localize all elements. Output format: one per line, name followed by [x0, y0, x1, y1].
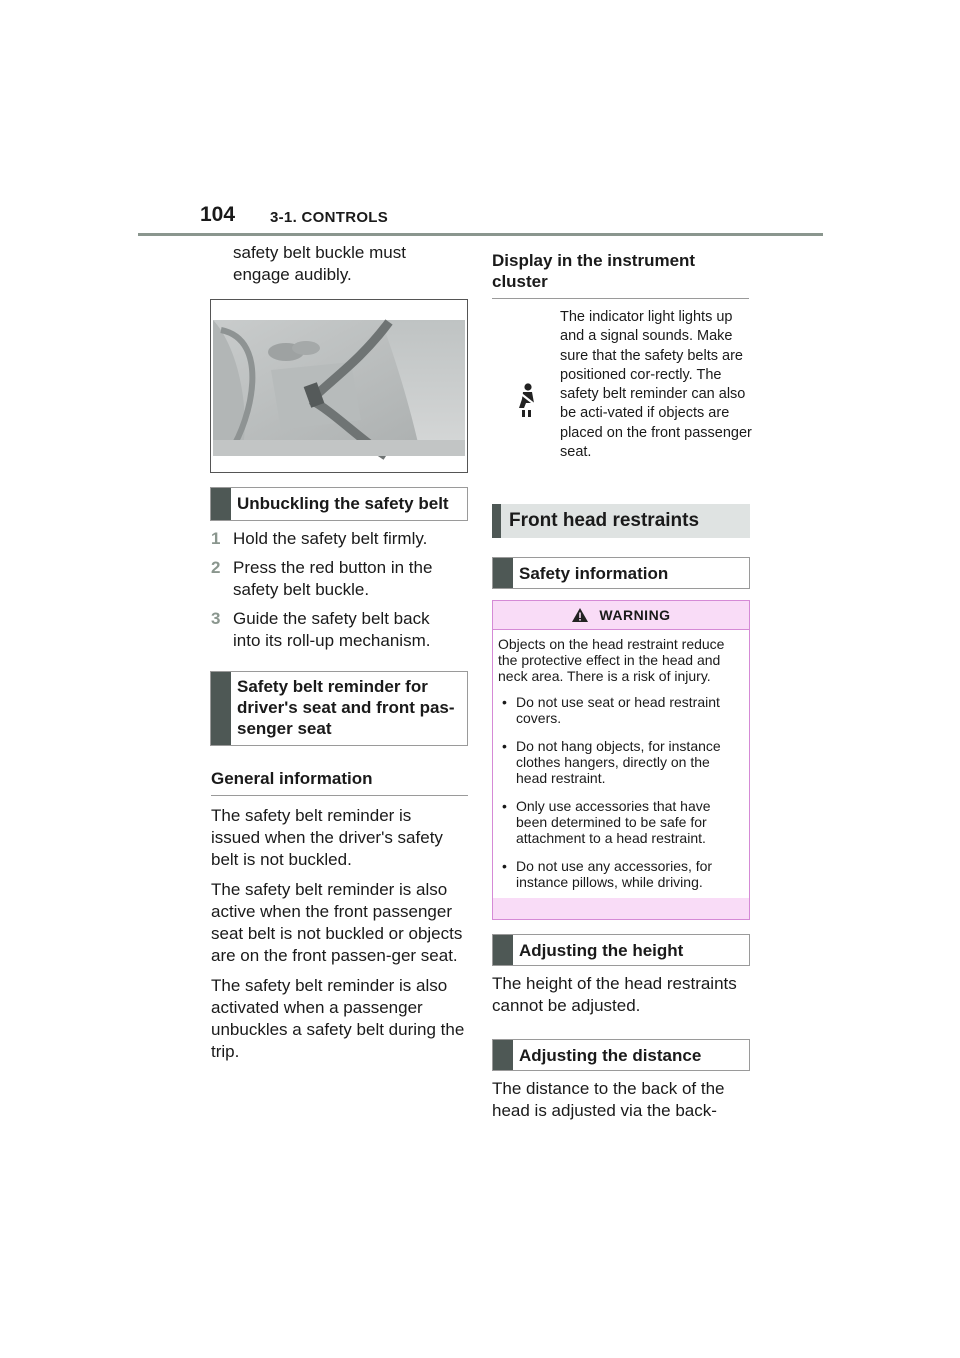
intro-text: safety belt buckle must engage audibly. [233, 243, 406, 284]
warning-intro: Objects on the head restraint reduce the protective effect in the head and neck area. There is a risk of injury. [498, 636, 725, 684]
warning-bullet: • Do not use seat or head restraint covers. [498, 694, 741, 726]
distance-text: The distance to the back of the head is adjusted via the back- [492, 1079, 725, 1120]
bullet-text: Do not use any accessories, for instance pillows, while driving. [516, 858, 713, 890]
warning-body [493, 630, 749, 898]
unbuckling-steps [211, 528, 461, 659]
heading-bar [493, 558, 513, 588]
heading-bar [493, 1040, 513, 1070]
belt-reminder-heading [210, 671, 468, 746]
step-number: 3 [211, 609, 221, 628]
step-1 [211, 528, 461, 550]
header-rule [138, 233, 823, 236]
front-head-restraints-label: Front head restraints [509, 510, 700, 531]
adjusting-height-label: Adjusting the height [519, 941, 684, 960]
paragraph: The safety belt reminder is also active when the front passenger seat belt is not buckled or objects are on the front passen-ger seat. [211, 880, 463, 965]
safety-information-label: Safety information [519, 564, 669, 583]
unbuckling-heading [210, 487, 468, 521]
warning-title-bar [493, 601, 749, 630]
bullet-text: Do not hang objects, for instance clothes hangers, directly on the head restraint. [516, 738, 721, 786]
paragraph: The safety belt reminder is issued when the driver's safety belt is not buckled. [211, 806, 443, 869]
step-3 [211, 608, 461, 652]
step-text: Press the red button in the safety belt buckle. [233, 558, 433, 599]
warning-list [498, 694, 741, 890]
front-head-restraints-heading [492, 504, 750, 538]
belt-reminder-heading-label: Safety belt reminder for driver's seat and front pas-senger seat [237, 677, 455, 738]
step-2 [211, 557, 461, 601]
paragraph: The safety belt reminder is also activated when a passenger unbuckles a safety belt during the trip. [211, 976, 465, 1061]
adjusting-height-heading [492, 934, 750, 966]
unbuckling-heading-label: Unbuckling the safety belt [237, 494, 449, 513]
safety-information-heading [492, 557, 750, 589]
height-text: The height of the head restraints cannot be adjusted. [492, 974, 737, 1015]
bullet-text: Only use accessories that have been determined to be safe for attachment to a head restraint. [516, 798, 711, 846]
page-number: 104 [200, 203, 236, 226]
heading-bar [211, 672, 231, 745]
adjusting-distance-label: Adjusting the distance [519, 1046, 702, 1065]
warning-title: WARNING [599, 607, 671, 623]
heading-bar [493, 935, 513, 965]
warning-bullet: • Do not use any accessories, for instance pillows, while driving. [498, 858, 741, 890]
step-text: Hold the safety belt firmly. [233, 529, 428, 548]
chapter-title: 3-1. CONTROLS [270, 209, 389, 226]
warning-box [492, 600, 750, 920]
warning-triangle-icon [571, 607, 589, 623]
reminder-paragraphs [211, 805, 465, 1063]
heading-bar [211, 488, 231, 520]
adjusting-distance-heading [492, 1039, 750, 1071]
heading-bar [492, 504, 501, 538]
general-information-heading: General information [211, 768, 468, 796]
step-number: 2 [211, 558, 221, 577]
bullet-text: Do not use seat or head restraint covers. [516, 694, 720, 726]
warning-bullet: • Do not hang objects, for instance clothes hangers, directly on the head restraint. [498, 738, 741, 786]
buckle-photo-svg [211, 300, 467, 472]
step-number: 1 [211, 529, 221, 548]
warning-bullet: • Only use accessories that have been determined to be safe for attachment to a head restraint. [498, 798, 741, 846]
step-text: Guide the safety belt back into its roll-up mechanism. [233, 609, 431, 650]
indicator-description: The indicator light lights up and a signal sounds. Make sure that the safety belts are positioned cor-rectly. The safety belt reminder can also be acti-vated if objects are placed on the front passenger seat. [560, 309, 752, 461]
seatbelt-buckle-illustration [210, 299, 468, 473]
seatbelt-icon [514, 383, 540, 417]
display-instrument-cluster-heading: Display in the instrument cluster [492, 250, 749, 299]
